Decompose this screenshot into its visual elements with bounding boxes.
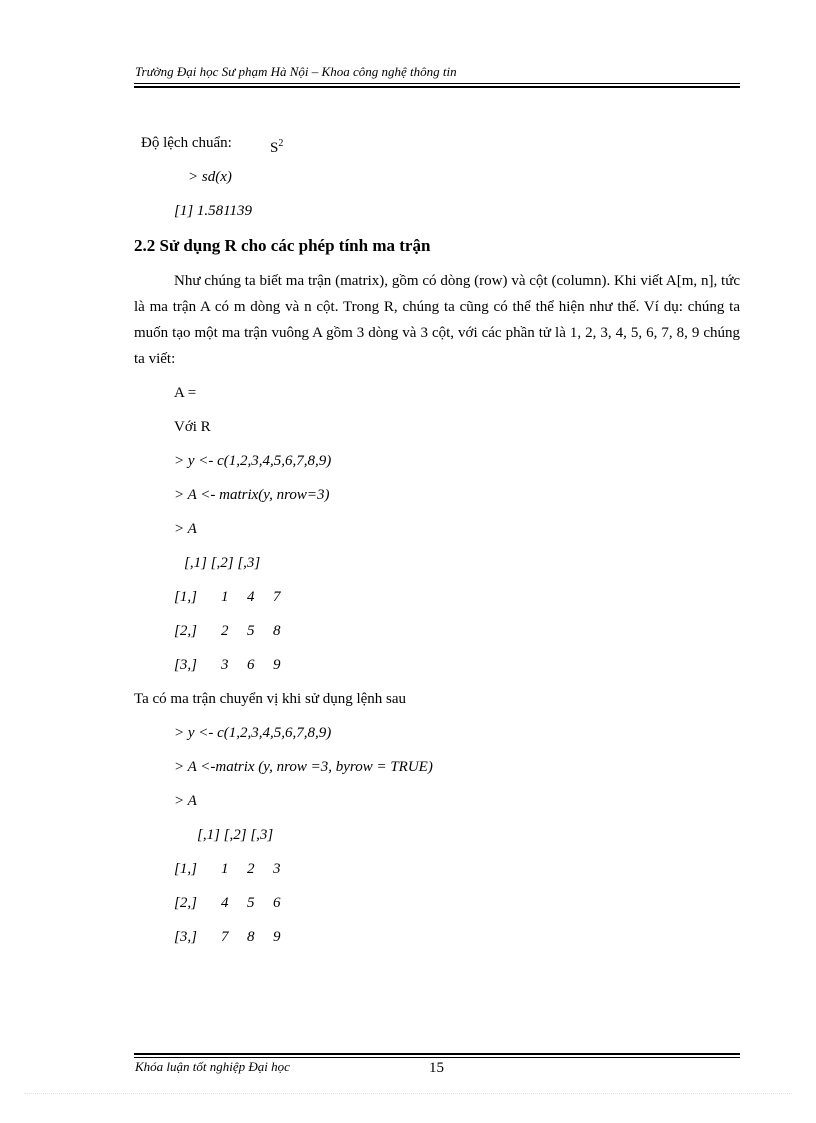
matrix-cell: 1 [221, 589, 229, 605]
matrix-cell: 7 [221, 929, 229, 945]
transpose-intro: Ta có ma trận chuyển vị khi sử dụng lệnh sau [134, 691, 407, 707]
std-symbol: $S^2$ [270, 138, 284, 156]
sd-result: [1] 1.581139 [174, 203, 253, 219]
matrix-cell: 9 [273, 929, 281, 945]
running-header: Trường Đại học Sư phạm Hà Nội – Khoa công nghệ thông tin [135, 64, 457, 79]
matrix-cell: 6 [273, 895, 281, 911]
sd-command: > sd(x) [188, 169, 232, 185]
matrix-row-label: [2,] [174, 895, 197, 911]
matrix-notation: A = [174, 385, 197, 401]
matrix-cell: 1 [221, 861, 229, 877]
intro-paragraph: Như chúng ta biết ma trận (matrix), gồm có dòng (row) và cột (column). Khi viết A[m, n], tức là ma trận A có m dòng và n cột. Trong R, chúng ta cũng có thể thể hiện như thế. Ví dụ: chúng ta muốn tạo một ma trận vuông A gồm 3 dòng và 3 cột, với các phần tử là 1, 2, 3, 4, 5, 6, 7, 8, 9 chúng ta viết: [134, 273, 740, 367]
matrix-row-label: [1,] [174, 861, 197, 877]
code-line: > A [174, 793, 197, 809]
code-line: > A <- matrix(y, nrow=3) [174, 487, 330, 503]
code-line: > A <-matrix (y, nrow =3, byrow = TRUE) [174, 759, 433, 775]
matrix-cell: 5 [247, 623, 255, 639]
page-edge-divider [24, 1093, 792, 1094]
matrix-cell: 9 [273, 657, 281, 673]
matrix-cell: 3 [273, 861, 281, 877]
matrix-cell: 2 [247, 861, 255, 877]
matrix-cell: 7 [273, 589, 281, 605]
matrix-cell: 8 [273, 623, 281, 639]
matrix-cell: 6 [247, 657, 255, 673]
std-label: Độ lệch chuẩn: [141, 135, 232, 151]
matrix-cell: 4 [247, 589, 255, 605]
footer-rule-thin [134, 1057, 740, 1058]
matrix-cell: 4 [221, 895, 229, 911]
matrix-row-label: [3,] [174, 657, 197, 673]
matrix-cell: 8 [247, 929, 255, 945]
page-number: 15 [429, 1060, 444, 1076]
matrix-cell: 2 [221, 623, 229, 639]
code-line: > A [174, 521, 197, 537]
matrix-cell: 3 [221, 657, 229, 673]
matrix-row-label: [2,] [174, 623, 197, 639]
code-line: > y <- c(1,2,3,4,5,6,7,8,9) [174, 725, 332, 741]
running-footer: Khóa luận tốt nghiệp Đại học [135, 1059, 290, 1074]
matrix-row-label: [3,] [174, 929, 197, 945]
footer-rule-thick [134, 1053, 740, 1055]
matrix-row-label: [1,] [174, 589, 197, 605]
matrix-col-header: [,1] [,2] [,3] [184, 555, 261, 571]
section-heading: 2.2 Sử dụng R cho các phép tính ma trận [134, 236, 431, 255]
matrix-cell: 5 [247, 895, 255, 911]
code-line: > y <- c(1,2,3,4,5,6,7,8,9) [174, 453, 332, 469]
header-rule-thin [134, 83, 740, 84]
with-r-label: Với R [174, 419, 211, 435]
matrix-col-header: [,1] [,2] [,3] [197, 827, 274, 843]
header-rule-thick [134, 86, 740, 88]
